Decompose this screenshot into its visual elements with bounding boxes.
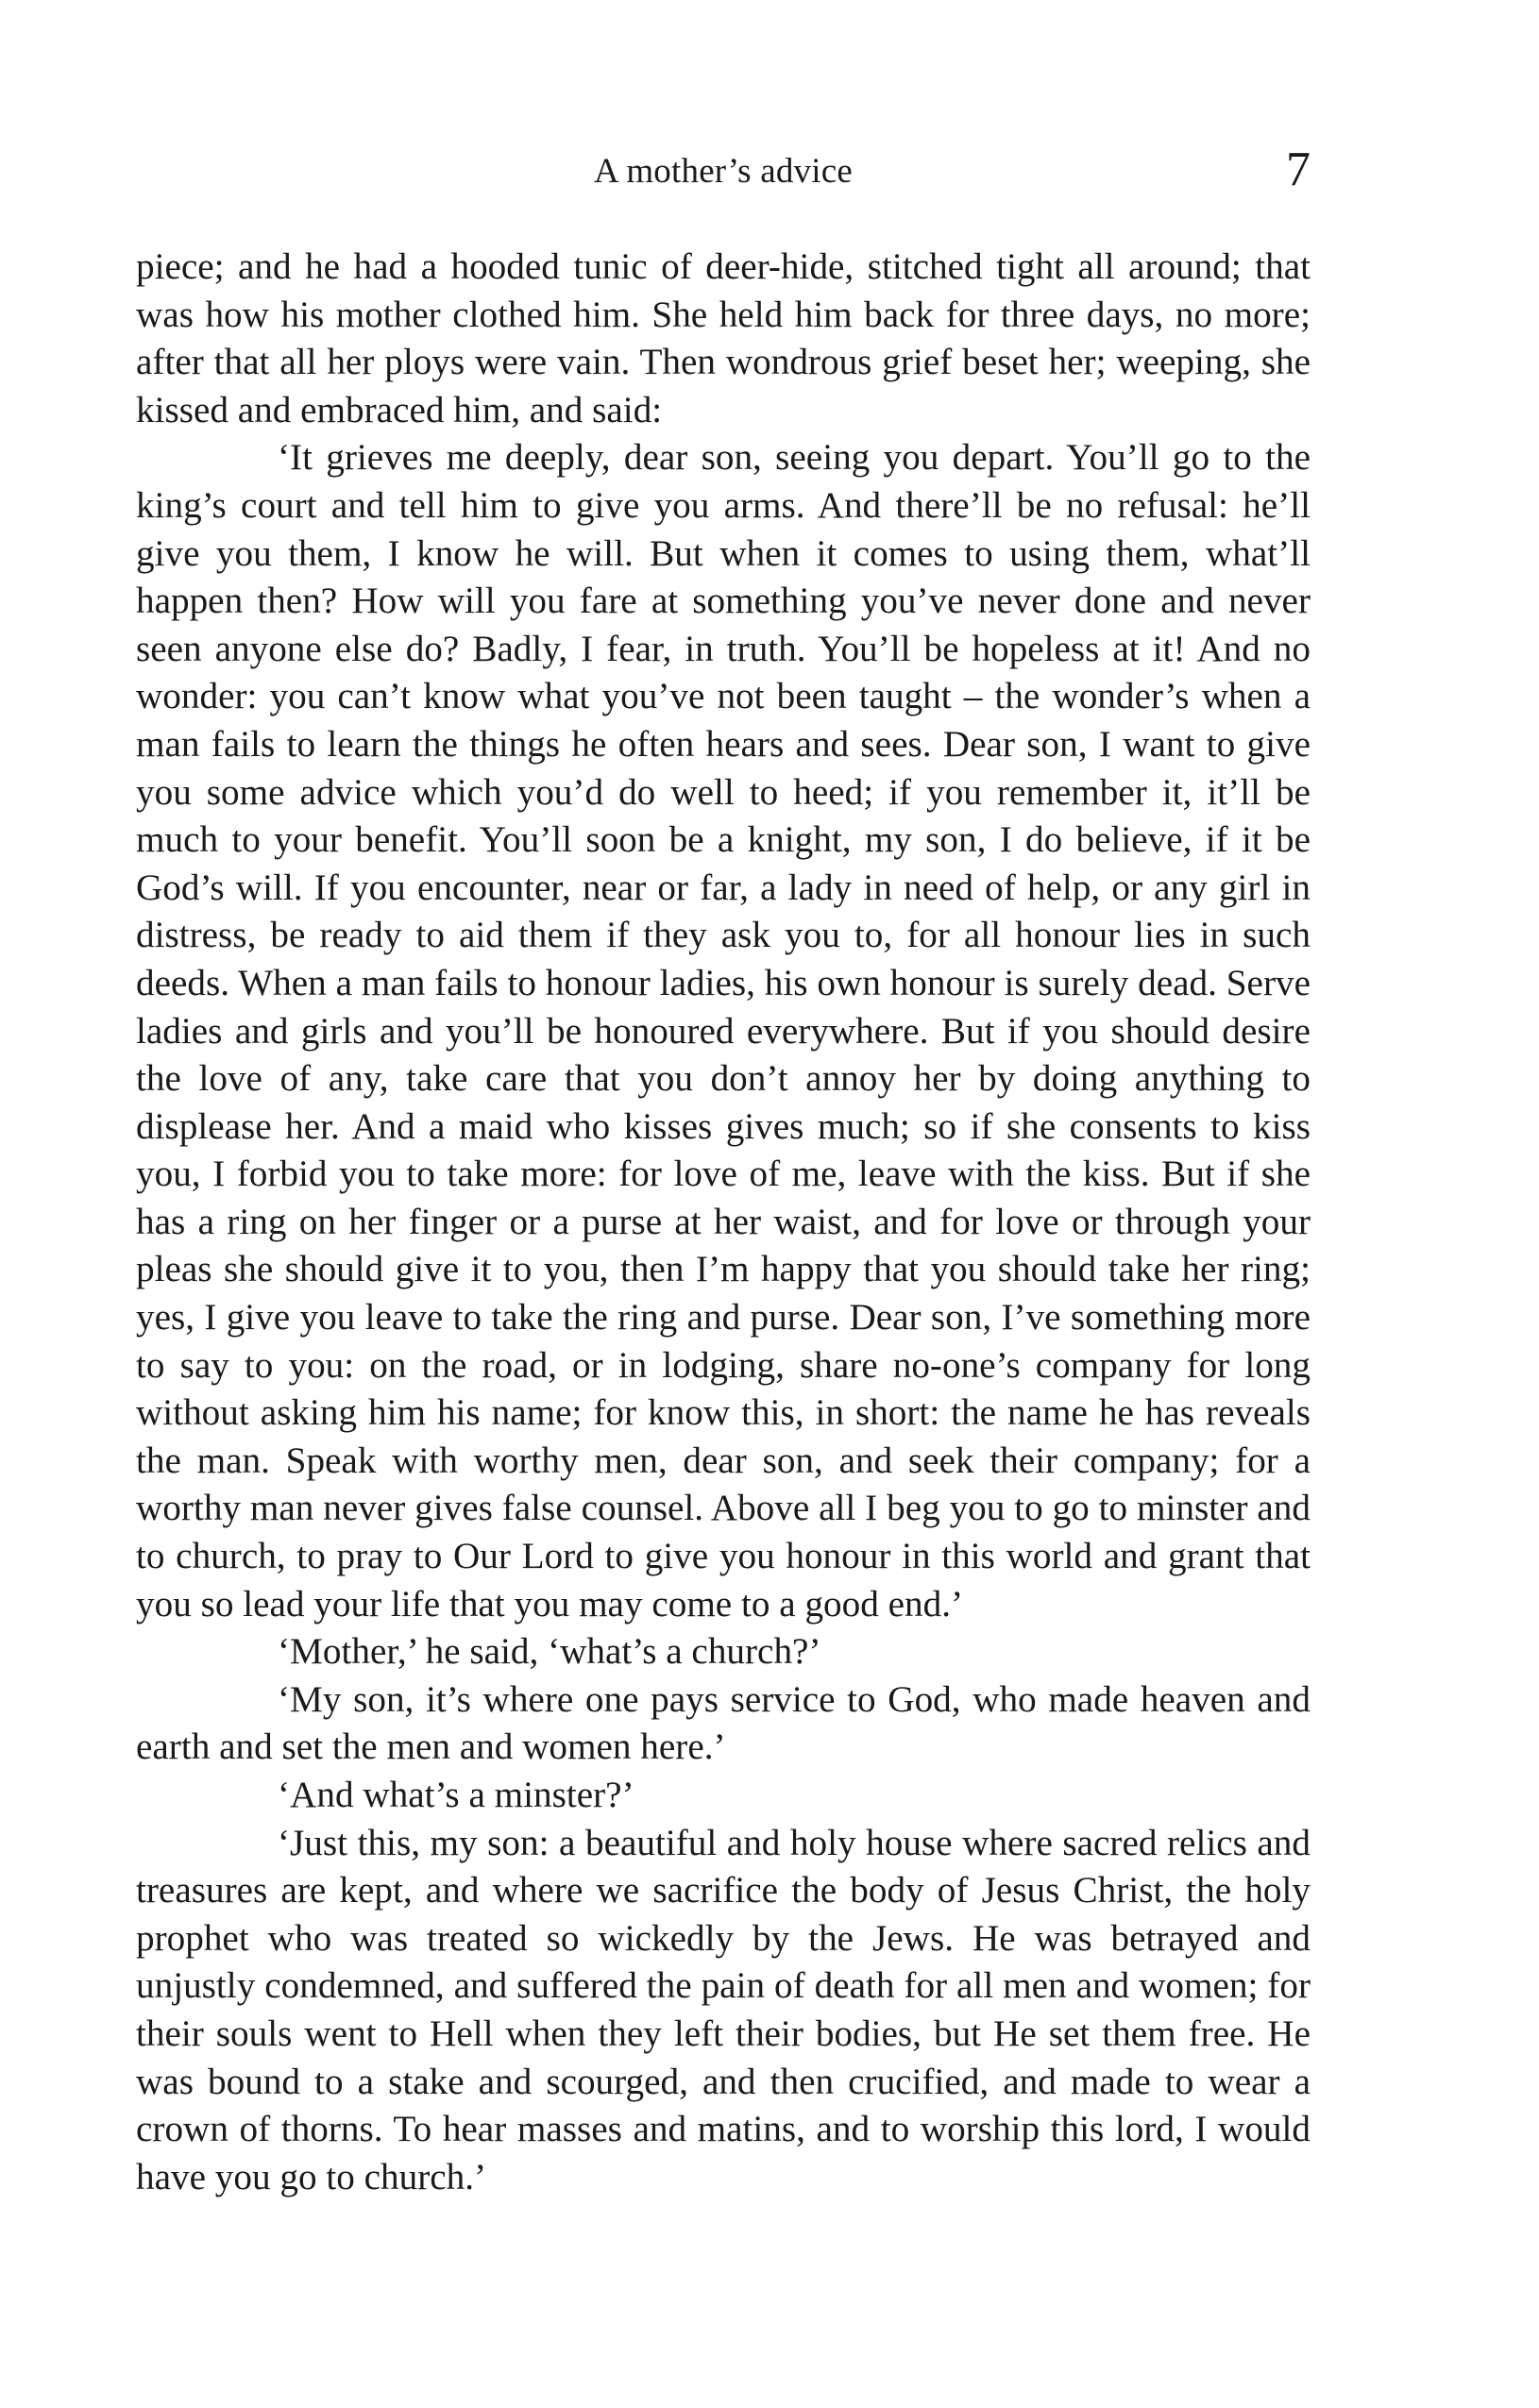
paragraph-question-church: ‘Mother,’ he said, ‘what’s a church?’ [278, 1631, 821, 1673]
paragraph-answer-minster: ‘Just this, my son: a beautiful and holy house where sacred relics and treasures are kept, and where we sacrifice the body of Jesus Christ, the holy prophet who was treated so wickedly by the Jews. He was betrayed and unjustly condemned, and suffered the pain of death for all men and women; for their souls went to Hell when they left their bodies, but He set them free. He was bound to a stake and scourged, and then crucified, and made to wear a crown of thorns. To hear masses and matins, and to worship this lord, I would have you go to church.’ [136, 1822, 1311, 2198]
paragraph-answer-church: ‘My son, it’s where one pays service to God, who made heaven and earth and set the men and women here.’ [136, 1678, 1311, 1768]
paragraph-question-minster: ‘And what’s a minster?’ [278, 1775, 634, 1815]
running-head [136, 142, 1311, 198]
page-number: 7 [1286, 143, 1311, 196]
paragraph-mothers-advice: ‘It grieves me deeply, dear son, seeing you depart. You’ll go to the king’s court and tell him to give you arms. And there’ll be no refusal: he’ll give you them, I know he will. But when it comes to using them, what’ll happen then? How will you fare at something you’ve never done and never seen anyone else do? Badly, I fear, in truth. You’ll be hopeless at it! And no wonder: you can’t know what you’ve not been taught – the wonder’s when a man fails to learn the things he often hears and sees. Dear son, I want to give you some advice which you’d do well to heed; if you remember it, it’ll be much to your benefit. You’ll soon be a knight, my son, I do believe, if it be God’s will. If you encounter, near or far, a lady in need of help, or any girl in distress, be ready to aid them if they ask you to, for all honour lies in such deeds. When a man fails to honour ladies, his own honour is surely dead. Serve ladies and girls and you’ll be honoured everywhere. But if you should desire the love of any, take care that you don’t annoy her by doing anything to displease her. And a maid who kisses gives much; so if she consents to kiss you, I forbid you to take more: for love of me, leave with the kiss. But if she has a ring on her finger or a purse at her waist, and for love or through your pleas she should give it to you, then I’m happy that you should take her ring; yes, I give you leave to take the ring and purse. Dear son, I’ve something more to say to you: on the road, or in lodging, share no-one’s company for long without asking him his name; for know this, in short: the name he has reveals the man. Speak with worthy men, dear son, and seek their company; for a worthy man never gives false counsel. Above all I beg you to go to minster and to church, to pray to Our Lord to give you honour in this world and grant that you so lead your life that you may come to a good end.’ [136, 437, 1311, 1625]
paragraph-continued: piece; and he had a hooded tunic of deer-hide, stitched tight all around; that was how his mother clothed him. She held him back for three days, no more; after that all her ploys were vain. Then wondrous grief beset her; weeping, she kissed and embraced him, and said: [136, 246, 1311, 430]
running-title: A mother’s advice [594, 152, 853, 191]
body-text [136, 244, 1311, 2201]
